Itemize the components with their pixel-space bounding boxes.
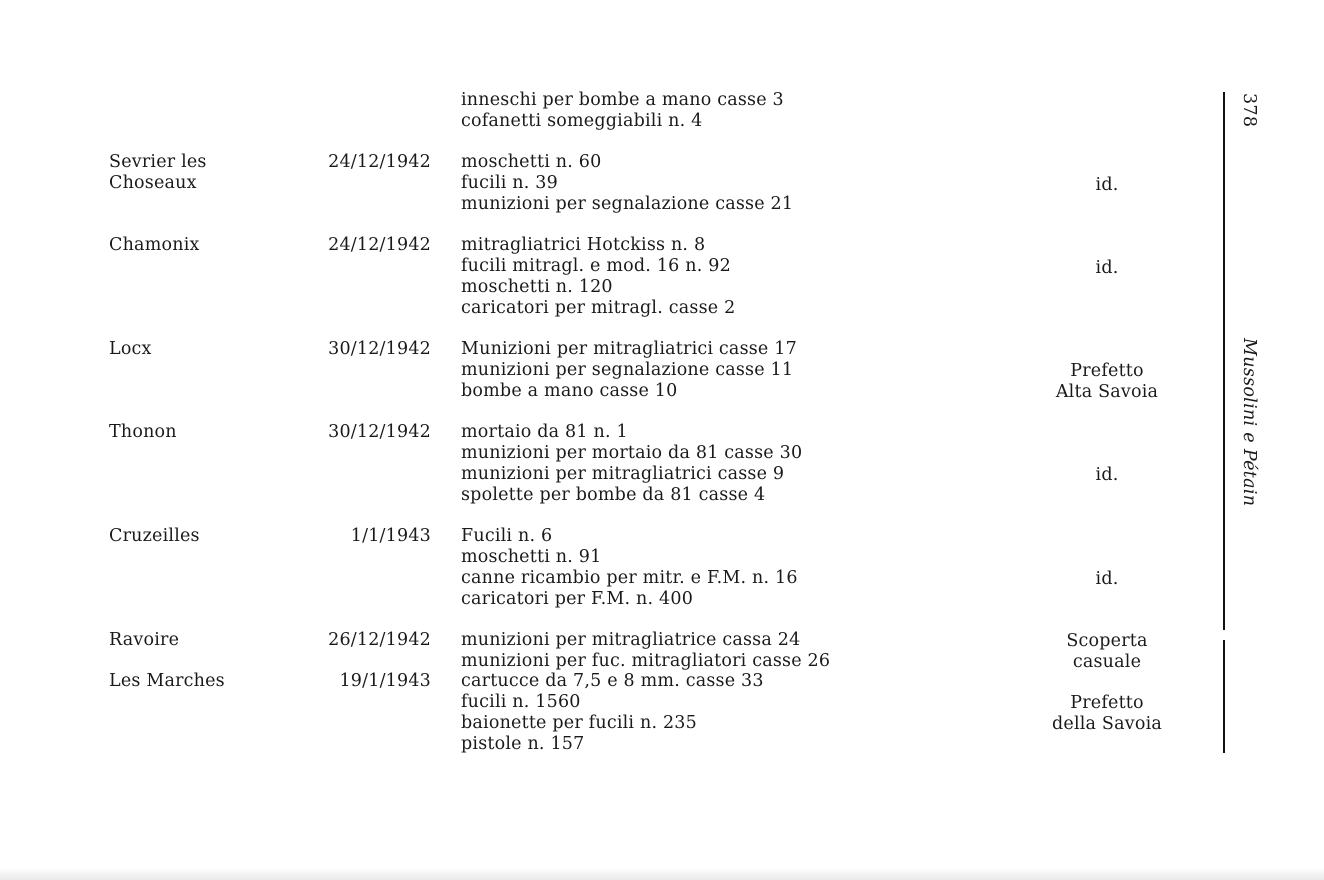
item-line: munizioni per mitragliatrici casse 9: [461, 464, 785, 484]
source-note: Alta Savoia: [1055, 382, 1159, 402]
item-line: bombe a mano casse 10: [461, 381, 678, 401]
item-line: moschetti n. 120: [461, 277, 613, 297]
entry-date: 30/12/1942: [328, 339, 431, 359]
source-note: Scoperta: [1066, 631, 1148, 651]
item-line: moschetti n. 60: [461, 152, 602, 172]
entry-date: 19/1/1943: [339, 671, 431, 691]
item-line: cartucce da 7,5 e 8 mm. casse 33: [461, 671, 764, 691]
page-number: 378: [1239, 93, 1259, 128]
item-line: caricatori per F.M. n. 400: [461, 589, 694, 609]
item-line: fucili n. 1560: [461, 692, 581, 712]
source-note: id.: [1095, 465, 1119, 485]
location-name: Chamonix: [109, 235, 200, 255]
location-name: Ravoire: [109, 630, 180, 650]
source-note: casuale: [1072, 652, 1142, 672]
item-line: mitragliatrici Hotckiss n. 8: [461, 235, 706, 255]
entry-date: 1/1/1943: [350, 526, 431, 546]
item-line: cofanetti someggiabili n. 4: [461, 111, 703, 131]
item-line: canne ricambio per mitr. e F.M. n. 16: [461, 568, 798, 588]
scan-edge: [0, 868, 1324, 880]
location-name: Cruzeilles: [109, 526, 200, 546]
location-name: Sevrier les: [109, 152, 207, 172]
item-line: fucili mitragl. e mod. 16 n. 92: [461, 256, 731, 276]
margin-rule: [1223, 92, 1225, 630]
location-name: Thonon: [109, 422, 177, 442]
item-line: baionette per fucili n. 235: [461, 713, 697, 733]
entry-date: 26/12/1942: [328, 630, 431, 650]
item-line: munizioni per segnalazione casse 21: [461, 194, 794, 214]
item-line: munizioni per mortaio da 81 casse 30: [461, 443, 803, 463]
item-line: munizioni per fuc. mitragliatori casse 26: [461, 651, 831, 671]
entry-date: 24/12/1942: [328, 235, 431, 255]
source-note: id.: [1095, 569, 1119, 589]
entry-date: 30/12/1942: [328, 422, 431, 442]
item-line: moschetti n. 91: [461, 547, 602, 567]
item-line: spolette per bombe da 81 casse 4: [461, 485, 766, 505]
location-name: Les Marches: [109, 671, 225, 691]
source-note: della Savoia: [1051, 714, 1163, 734]
item-line: Munizioni per mitragliatrici casse 17: [461, 339, 797, 359]
source-note: id.: [1095, 258, 1119, 278]
item-line: munizioni per segnalazione casse 11: [461, 360, 794, 380]
source-note: Prefetto: [1070, 361, 1144, 381]
item-line: pistole n. 157: [461, 734, 585, 754]
item-line: fucili n. 39: [461, 173, 558, 193]
location-name: Locx: [109, 339, 152, 359]
source-note: id.: [1095, 175, 1119, 195]
item-line: caricatori per mitragl. casse 2: [461, 298, 736, 318]
source-note: Prefetto: [1070, 693, 1144, 713]
entry-date: 24/12/1942: [328, 152, 431, 172]
running-title: Mussolini e Pétain: [1239, 338, 1259, 507]
location-name: Choseaux: [109, 173, 197, 193]
margin-rule: [1223, 640, 1225, 753]
item-line: inneschi per bombe a mano casse 3: [461, 90, 784, 110]
item-line: munizioni per mitragliatrice cassa 24: [461, 630, 801, 650]
item-line: Fucili n. 6: [461, 526, 553, 546]
item-line: mortaio da 81 n. 1: [461, 422, 628, 442]
